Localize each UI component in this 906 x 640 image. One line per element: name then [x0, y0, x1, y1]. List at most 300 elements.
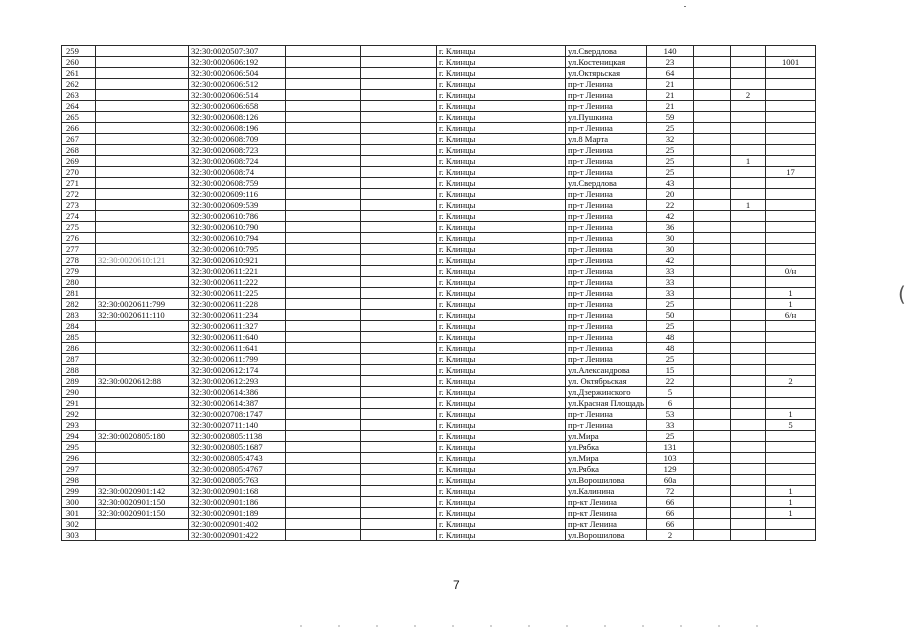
empty-cell: [286, 134, 361, 145]
apartment-cell: 5: [766, 420, 816, 431]
row-number-cell: 261: [62, 68, 96, 79]
town-cell: г. Клинцы: [437, 299, 566, 310]
empty-cell: [361, 299, 437, 310]
house-number-cell: 25: [647, 299, 694, 310]
apartment-cell: 1001: [766, 57, 816, 68]
previous-cadastral-cell: [96, 156, 189, 167]
building-cell: [694, 530, 731, 541]
row-number-cell: 300: [62, 497, 96, 508]
street-cell: пр-т Ленина: [566, 255, 647, 266]
previous-cadastral-cell: 32:30:0020610:121: [96, 255, 189, 266]
building-cell: [694, 310, 731, 321]
town-cell: г. Клинцы: [437, 79, 566, 90]
row-number-cell: 262: [62, 79, 96, 90]
apartment-cell: [766, 519, 816, 530]
empty-cell: [286, 431, 361, 442]
street-cell: пр-т Ленина: [566, 343, 647, 354]
town-cell: г. Клинцы: [437, 178, 566, 189]
apartment-cell: [766, 79, 816, 90]
building-cell: [694, 365, 731, 376]
town-cell: г. Клинцы: [437, 211, 566, 222]
street-cell: пр-т Ленина: [566, 123, 647, 134]
town-cell: г. Клинцы: [437, 134, 566, 145]
previous-cadastral-cell: 32:30:0020901:150: [96, 508, 189, 519]
previous-cadastral-cell: 32:30:0020611:799: [96, 299, 189, 310]
building-cell: [694, 123, 731, 134]
previous-cadastral-cell: [96, 79, 189, 90]
empty-cell: [286, 277, 361, 288]
town-cell: г. Клинцы: [437, 68, 566, 79]
building-cell: [694, 508, 731, 519]
town-cell: г. Клинцы: [437, 332, 566, 343]
cadastral-number-cell: 32:30:0020901:422: [189, 530, 286, 541]
house-number-cell: 22: [647, 200, 694, 211]
empty-cell: [286, 497, 361, 508]
row-number-cell: 260: [62, 57, 96, 68]
cadastral-number-cell: 32:30:0020608:724: [189, 156, 286, 167]
house-number-cell: 5: [647, 387, 694, 398]
empty-cell: [361, 332, 437, 343]
cadastral-number-cell: 32:30:0020611:799: [189, 354, 286, 365]
empty-cell: [286, 211, 361, 222]
apartment-cell: [766, 68, 816, 79]
empty-cell: [286, 46, 361, 57]
town-cell: г. Клинцы: [437, 343, 566, 354]
building-cell: [694, 90, 731, 101]
previous-cadastral-cell: [96, 134, 189, 145]
building-cell: [731, 123, 766, 134]
building-cell: [694, 486, 731, 497]
page-number: 7: [453, 578, 460, 592]
building-cell: [694, 464, 731, 475]
empty-cell: [361, 145, 437, 156]
empty-cell: [361, 288, 437, 299]
previous-cadastral-cell: 32:30:0020611:110: [96, 310, 189, 321]
empty-cell: [361, 442, 437, 453]
cadastral-number-cell: 32:30:0020606:514: [189, 90, 286, 101]
apartment-cell: [766, 354, 816, 365]
building-cell: [731, 46, 766, 57]
empty-cell: [286, 79, 361, 90]
building-cell: [694, 145, 731, 156]
previous-cadastral-cell: [96, 398, 189, 409]
house-number-cell: 21: [647, 90, 694, 101]
table-row: [62, 442, 816, 453]
table-row: [62, 431, 816, 442]
apartment-cell: [766, 200, 816, 211]
row-number-cell: 270: [62, 167, 96, 178]
row-number-cell: 278: [62, 255, 96, 266]
table-row: [62, 486, 816, 497]
apartment-cell: [766, 90, 816, 101]
row-number-cell: 281: [62, 288, 96, 299]
empty-cell: [286, 519, 361, 530]
previous-cadastral-cell: [96, 211, 189, 222]
house-number-cell: 66: [647, 508, 694, 519]
table-row: [62, 343, 816, 354]
empty-cell: [286, 90, 361, 101]
building-cell: [694, 211, 731, 222]
cadastral-number-cell: 32:30:0020614:387: [189, 398, 286, 409]
row-number-cell: 268: [62, 145, 96, 156]
empty-cell: [286, 332, 361, 343]
building-cell: [694, 343, 731, 354]
street-cell: ул.Ворошилова: [566, 475, 647, 486]
row-number-cell: 271: [62, 178, 96, 189]
empty-cell: [361, 530, 437, 541]
empty-cell: [286, 167, 361, 178]
empty-cell: [361, 508, 437, 519]
previous-cadastral-cell: [96, 321, 189, 332]
previous-cadastral-cell: [96, 519, 189, 530]
previous-cadastral-cell: 32:30:0020901:150: [96, 497, 189, 508]
row-number-cell: 274: [62, 211, 96, 222]
apartment-cell: 1: [766, 288, 816, 299]
previous-cadastral-cell: [96, 123, 189, 134]
apartment-cell: [766, 145, 816, 156]
house-number-cell: 23: [647, 57, 694, 68]
building-cell: [731, 453, 766, 464]
apartment-cell: [766, 233, 816, 244]
previous-cadastral-cell: [96, 277, 189, 288]
row-number-cell: 282: [62, 299, 96, 310]
empty-cell: [286, 387, 361, 398]
row-number-cell: 269: [62, 156, 96, 167]
empty-cell: [361, 211, 437, 222]
building-cell: [731, 101, 766, 112]
empty-cell: [286, 222, 361, 233]
previous-cadastral-cell: [96, 57, 189, 68]
town-cell: г. Клинцы: [437, 497, 566, 508]
street-cell: ул.Свердлова: [566, 46, 647, 57]
apartment-cell: 1: [766, 486, 816, 497]
building-cell: [694, 475, 731, 486]
cadastral-number-cell: 32:30:0020608:709: [189, 134, 286, 145]
apartment-cell: [766, 475, 816, 486]
table-row: [62, 365, 816, 376]
empty-cell: [361, 79, 437, 90]
empty-cell: [361, 112, 437, 123]
building-cell: [731, 57, 766, 68]
building-cell: [694, 255, 731, 266]
house-number-cell: 64: [647, 68, 694, 79]
apartment-cell: [766, 255, 816, 266]
town-cell: г. Клинцы: [437, 398, 566, 409]
empty-cell: [361, 46, 437, 57]
cadastral-number-cell: 32:30:0020610:794: [189, 233, 286, 244]
previous-cadastral-cell: 32:30:0020805:180: [96, 431, 189, 442]
house-number-cell: 25: [647, 431, 694, 442]
table-row: [62, 310, 816, 321]
house-number-cell: 15: [647, 365, 694, 376]
building-cell: [694, 266, 731, 277]
previous-cadastral-cell: [96, 189, 189, 200]
empty-cell: [286, 200, 361, 211]
street-cell: пр-т Ленина: [566, 277, 647, 288]
cadastral-number-cell: 32:30:0020608:196: [189, 123, 286, 134]
building-cell: [731, 431, 766, 442]
cadastral-number-cell: 32:30:0020611:234: [189, 310, 286, 321]
row-number-cell: 303: [62, 530, 96, 541]
empty-cell: [361, 486, 437, 497]
row-number-cell: 276: [62, 233, 96, 244]
town-cell: г. Клинцы: [437, 365, 566, 376]
cadastral-number-cell: 32:30:0020610:795: [189, 244, 286, 255]
building-cell: [731, 299, 766, 310]
town-cell: г. Клинцы: [437, 244, 566, 255]
cadastral-number-cell: 32:30:0020611:641: [189, 343, 286, 354]
table-row: [62, 475, 816, 486]
apartment-cell: [766, 101, 816, 112]
building-cell: [694, 112, 731, 123]
cadastral-number-cell: 32:30:0020611:327: [189, 321, 286, 332]
building-cell: [694, 178, 731, 189]
street-cell: пр-т Ленина: [566, 211, 647, 222]
empty-cell: [286, 310, 361, 321]
empty-cell: [286, 233, 361, 244]
previous-cadastral-cell: [96, 442, 189, 453]
street-cell: ул.Пушкина: [566, 112, 647, 123]
apartment-cell: [766, 222, 816, 233]
town-cell: г. Клинцы: [437, 189, 566, 200]
apartment-cell: [766, 112, 816, 123]
house-number-cell: 48: [647, 332, 694, 343]
empty-cell: [361, 420, 437, 431]
house-number-cell: 43: [647, 178, 694, 189]
street-cell: пр-т Ленина: [566, 299, 647, 310]
table-row: [62, 321, 816, 332]
row-number-cell: 283: [62, 310, 96, 321]
building-cell: [694, 57, 731, 68]
building-cell: [694, 244, 731, 255]
cadastral-number-cell: 32:30:0020708:1747: [189, 409, 286, 420]
building-cell: [731, 266, 766, 277]
cadastral-number-cell: 32:30:0020608:126: [189, 112, 286, 123]
row-number-cell: 264: [62, 101, 96, 112]
previous-cadastral-cell: [96, 332, 189, 343]
town-cell: г. Клинцы: [437, 156, 566, 167]
building-cell: [731, 277, 766, 288]
previous-cadastral-cell: [96, 244, 189, 255]
town-cell: г. Клинцы: [437, 354, 566, 365]
empty-cell: [286, 57, 361, 68]
row-number-cell: 286: [62, 343, 96, 354]
town-cell: г. Клинцы: [437, 464, 566, 475]
apartment-cell: [766, 46, 816, 57]
empty-cell: [286, 178, 361, 189]
building-cell: [694, 519, 731, 530]
row-number-cell: 265: [62, 112, 96, 123]
table-row: [62, 112, 816, 123]
empty-cell: [361, 453, 437, 464]
empty-cell: [286, 101, 361, 112]
apartment-cell: 1: [766, 497, 816, 508]
street-cell: ул.Мира: [566, 431, 647, 442]
town-cell: г. Клинцы: [437, 321, 566, 332]
town-cell: г. Клинцы: [437, 475, 566, 486]
building-cell: [731, 398, 766, 409]
house-number-cell: 60а: [647, 475, 694, 486]
table-row: [62, 233, 816, 244]
town-cell: г. Клинцы: [437, 508, 566, 519]
row-number-cell: 267: [62, 134, 96, 145]
cadastral-number-cell: 32:30:0020606:192: [189, 57, 286, 68]
building-cell: [731, 134, 766, 145]
house-number-cell: 25: [647, 145, 694, 156]
town-cell: г. Клинцы: [437, 486, 566, 497]
table-row: [62, 79, 816, 90]
row-number-cell: 299: [62, 486, 96, 497]
building-cell: [694, 189, 731, 200]
street-cell: пр-т Ленина: [566, 189, 647, 200]
apartment-cell: 2: [766, 376, 816, 387]
table-row: [62, 420, 816, 431]
street-cell: пр-т Ленина: [566, 244, 647, 255]
cadastral-number-cell: 32:30:0020608:74: [189, 167, 286, 178]
row-number-cell: 272: [62, 189, 96, 200]
row-number-cell: 297: [62, 464, 96, 475]
cadastral-number-cell: 32:30:0020610:921: [189, 255, 286, 266]
building-cell: [731, 321, 766, 332]
row-number-cell: 290: [62, 387, 96, 398]
building-cell: [694, 321, 731, 332]
street-cell: пр-т Ленина: [566, 145, 647, 156]
building-cell: [694, 387, 731, 398]
cadastral-number-cell: 32:30:0020901:402: [189, 519, 286, 530]
building-cell: [731, 387, 766, 398]
house-number-cell: 59: [647, 112, 694, 123]
town-cell: г. Клинцы: [437, 420, 566, 431]
house-number-cell: 72: [647, 486, 694, 497]
town-cell: г. Клинцы: [437, 288, 566, 299]
row-number-cell: 275: [62, 222, 96, 233]
town-cell: г. Клинцы: [437, 431, 566, 442]
building-cell: [731, 112, 766, 123]
street-cell: пр-т Ленина: [566, 310, 647, 321]
street-cell: ул.8 Марта: [566, 134, 647, 145]
building-cell: [694, 299, 731, 310]
empty-cell: [286, 409, 361, 420]
street-cell: ул.Рябка: [566, 442, 647, 453]
house-number-cell: 103: [647, 453, 694, 464]
table-row: [62, 299, 816, 310]
street-cell: пр-т Ленина: [566, 233, 647, 244]
empty-cell: [286, 156, 361, 167]
cadastral-number-cell: 32:30:0020610:790: [189, 222, 286, 233]
building-cell: [731, 508, 766, 519]
table-row: [62, 453, 816, 464]
apartment-cell: [766, 332, 816, 343]
apartment-cell: [766, 189, 816, 200]
house-number-cell: 36: [647, 222, 694, 233]
street-cell: пр-т Ленина: [566, 222, 647, 233]
previous-cadastral-cell: [96, 178, 189, 189]
building-cell: [694, 222, 731, 233]
apartment-cell: 1: [766, 299, 816, 310]
empty-cell: [286, 266, 361, 277]
empty-cell: [361, 497, 437, 508]
building-cell: [694, 453, 731, 464]
house-number-cell: 21: [647, 79, 694, 90]
town-cell: г. Клинцы: [437, 90, 566, 101]
building-cell: [694, 167, 731, 178]
empty-cell: [286, 508, 361, 519]
building-cell: [731, 167, 766, 178]
house-number-cell: 20: [647, 189, 694, 200]
building-cell: [694, 200, 731, 211]
building-cell: [694, 277, 731, 288]
building-cell: [694, 409, 731, 420]
street-cell: ул.Костеницкая: [566, 57, 647, 68]
building-cell: [731, 211, 766, 222]
building-cell: [694, 431, 731, 442]
parcel-table: [61, 45, 816, 541]
street-cell: ул.Рябка: [566, 464, 647, 475]
street-cell: пр-т Ленина: [566, 167, 647, 178]
cadastral-number-cell: 32:30:0020608:759: [189, 178, 286, 189]
building-cell: [694, 497, 731, 508]
row-number-cell: 296: [62, 453, 96, 464]
house-number-cell: 66: [647, 519, 694, 530]
table-row: [62, 519, 816, 530]
empty-cell: [286, 376, 361, 387]
table-row: [62, 167, 816, 178]
empty-cell: [286, 530, 361, 541]
building-cell: [694, 101, 731, 112]
house-number-cell: 33: [647, 420, 694, 431]
row-number-cell: 295: [62, 442, 96, 453]
empty-cell: [286, 112, 361, 123]
building-cell: [694, 134, 731, 145]
empty-cell: [361, 57, 437, 68]
house-number-cell: 25: [647, 156, 694, 167]
street-cell: ул. Октябрьская: [566, 376, 647, 387]
empty-cell: [286, 299, 361, 310]
previous-cadastral-cell: [96, 420, 189, 431]
empty-cell: [361, 310, 437, 321]
building-cell: [731, 255, 766, 266]
street-cell: пр-кт Ленина: [566, 508, 647, 519]
table-row: [62, 57, 816, 68]
house-number-cell: 42: [647, 211, 694, 222]
table-row: [62, 508, 816, 519]
row-number-cell: 292: [62, 409, 96, 420]
apartment-cell: [766, 431, 816, 442]
house-number-cell: 66: [647, 497, 694, 508]
empty-cell: [361, 464, 437, 475]
street-cell: ул.Калинина: [566, 486, 647, 497]
town-cell: г. Клинцы: [437, 453, 566, 464]
previous-cadastral-cell: [96, 68, 189, 79]
building-cell: [731, 343, 766, 354]
table-row: [62, 387, 816, 398]
apartment-cell: 1: [766, 508, 816, 519]
table-row: [62, 123, 816, 134]
town-cell: г. Клинцы: [437, 101, 566, 112]
house-number-cell: 33: [647, 266, 694, 277]
house-number-cell: 32: [647, 134, 694, 145]
previous-cadastral-cell: [96, 112, 189, 123]
row-number-cell: 301: [62, 508, 96, 519]
building-cell: [731, 442, 766, 453]
cadastral-number-cell: 32:30:0020609:116: [189, 189, 286, 200]
town-cell: г. Клинцы: [437, 57, 566, 68]
previous-cadastral-cell: 32:30:0020612:88: [96, 376, 189, 387]
house-number-cell: 42: [647, 255, 694, 266]
building-cell: [731, 497, 766, 508]
cadastral-number-cell: 32:30:0020612:293: [189, 376, 286, 387]
row-number-cell: 285: [62, 332, 96, 343]
